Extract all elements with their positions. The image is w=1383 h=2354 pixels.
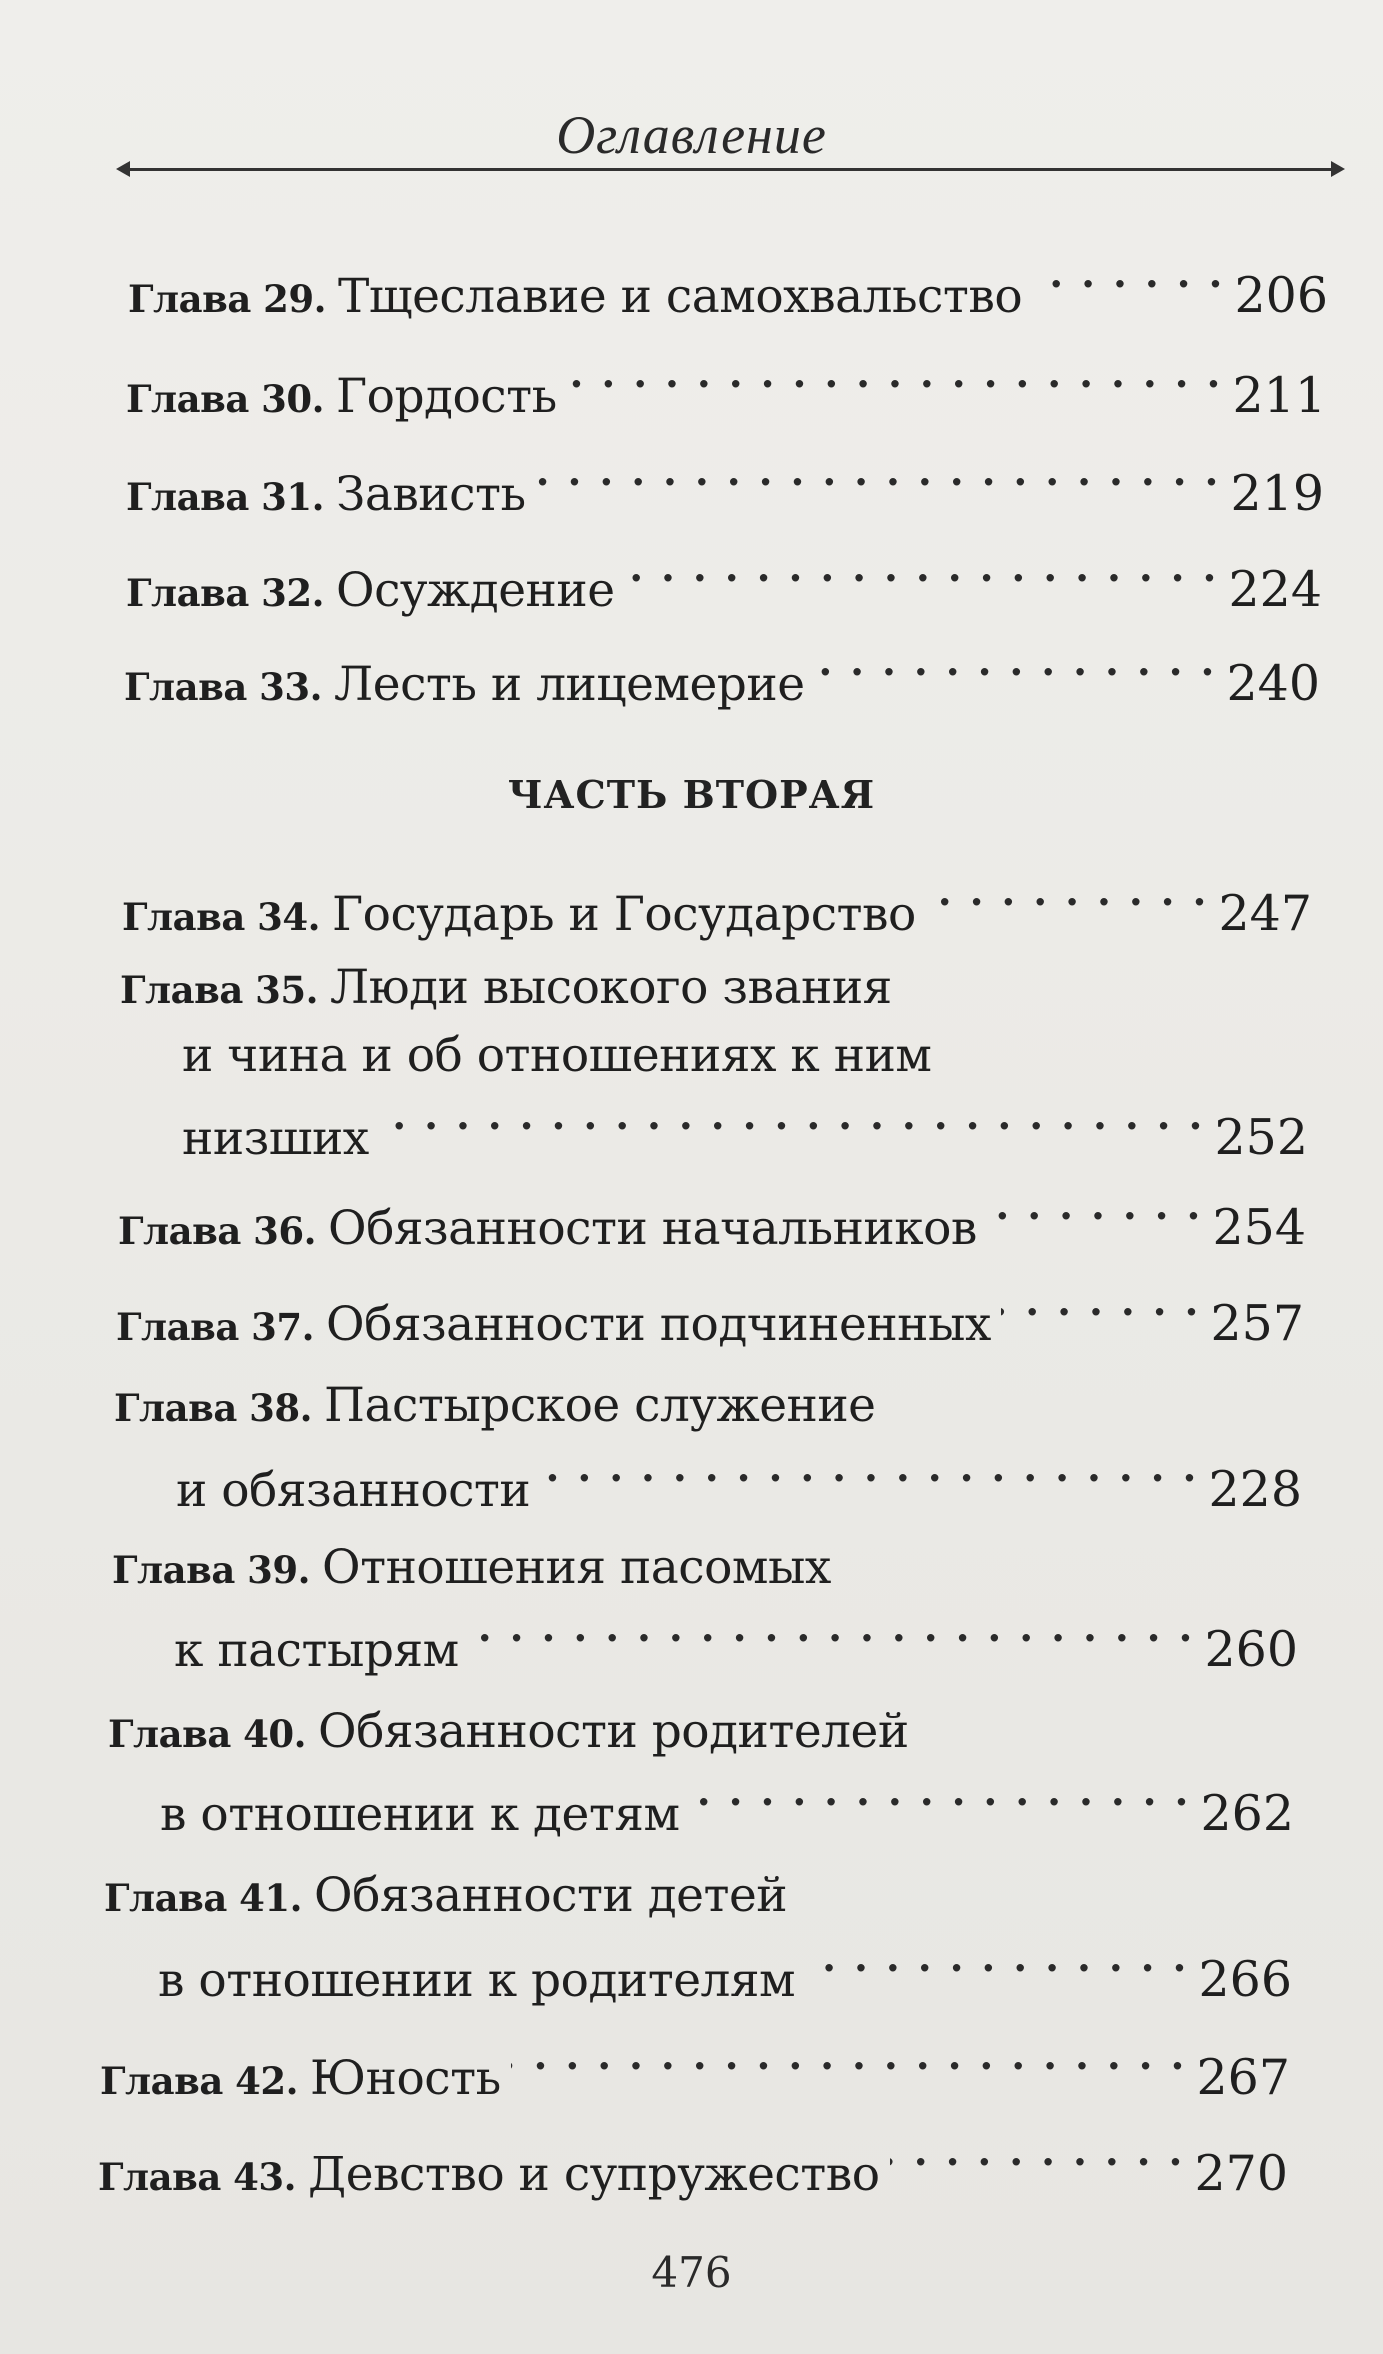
page-number: 476	[651, 2248, 732, 2297]
chapter-label: Глава 39.	[112, 1548, 311, 1592]
chapter-page: 219	[1230, 465, 1324, 522]
toc-entry[interactable]	[100, 2034, 1290, 2111]
dot-leader	[469, 1606, 1195, 1666]
chapter-label: Глава 30.	[126, 377, 325, 421]
chapter-title: Отношения пасомых	[322, 1540, 831, 1595]
chapter-label: Глава 38.	[114, 1386, 313, 1430]
chapter-title: Тщеславие и самохвальство	[338, 269, 1023, 324]
toc-entry-continuation	[176, 1446, 1302, 1521]
chapter-title-continuation: к пастырям	[174, 1623, 459, 1678]
chapter-page: 270	[1194, 2145, 1288, 2202]
chapter-label: Глава 37.	[116, 1305, 315, 1349]
chapter-label: Глава 40.	[108, 1712, 307, 1756]
chapter-page: 266	[1198, 1951, 1292, 2008]
chapter-page: 211	[1232, 367, 1326, 424]
dot-leader	[536, 450, 1221, 510]
chapter-page: 240	[1226, 655, 1320, 712]
toc-entry-continuation	[182, 1026, 1308, 1086]
dot-leader	[690, 1770, 1191, 1830]
chapter-title: Обязанности детей	[314, 1868, 788, 1923]
chapter-page: 252	[1214, 1109, 1308, 1166]
chapter-title: Зависть	[336, 467, 526, 522]
chapter-title: Обязанности подчиненных	[326, 1297, 991, 1352]
chapter-title-continuation: и обязанности	[176, 1463, 531, 1518]
chapter-page: 267	[1196, 2049, 1290, 2106]
dot-leader	[379, 1094, 1205, 1154]
toc-entry[interactable]	[108, 1702, 1296, 1764]
dot-leader	[567, 352, 1223, 412]
toc-entry-continuation	[182, 1094, 1308, 1169]
dot-leader	[805, 1936, 1188, 1996]
dot-leader	[511, 2034, 1187, 2094]
dot-leader	[1032, 252, 1224, 312]
part-heading: ЧАСТЬ ВТОРАЯ	[507, 772, 876, 817]
chapter-label: Глава 31.	[126, 475, 325, 519]
chapter-label: Глава 42.	[100, 2059, 299, 2103]
running-head-title: Оглавление	[556, 105, 827, 165]
chapter-title: Обязанности родителей	[318, 1704, 909, 1759]
dot-leader	[926, 870, 1209, 930]
toc-entry-continuation	[158, 1936, 1292, 2011]
toc-entry[interactable]	[122, 870, 1312, 947]
chapter-label: Глава 41.	[104, 1876, 303, 1920]
toc-entry-continuation	[160, 1770, 1294, 1845]
chapter-page: 224	[1228, 561, 1322, 618]
dot-leader	[540, 1446, 1198, 1506]
chapter-label: Глава 29.	[128, 277, 327, 321]
chapter-title: Обязанности начальников	[328, 1201, 977, 1256]
chapter-label: Глава 36.	[118, 1209, 317, 1253]
chapter-title-continuation: в отношении к детям	[160, 1787, 680, 1842]
chapter-title-continuation: в отношении к родителям	[158, 1953, 796, 2008]
chapter-title-continuation: низших	[182, 1111, 369, 1166]
chapter-page: 260	[1204, 1621, 1298, 1678]
toc-entry[interactable]	[128, 252, 1328, 329]
toc-entry[interactable]	[104, 1866, 1294, 1928]
chapter-title: Юность	[310, 2051, 501, 2106]
chapter-title: Пастырское служение	[324, 1378, 876, 1433]
chapter-title: Государь и Государство	[332, 887, 916, 942]
toc-entry[interactable]	[124, 640, 1320, 717]
chapter-title: Лесть и лицемерие	[334, 657, 805, 712]
toc-entry-continuation	[174, 1606, 1298, 1681]
chapter-title: Гордость	[336, 369, 557, 424]
chapter-page: 247	[1218, 885, 1312, 942]
chapter-title: Девство и супружество	[308, 2147, 880, 2202]
chapter-page: 206	[1234, 267, 1328, 324]
chapter-page: 262	[1200, 1785, 1294, 1842]
chapter-label: Глава 43.	[98, 2155, 297, 2199]
dot-leader	[987, 1184, 1203, 1244]
toc-entry[interactable]	[126, 450, 1324, 527]
dot-leader	[625, 546, 1219, 606]
dot-leader	[815, 640, 1217, 700]
toc-entry[interactable]	[126, 352, 1326, 429]
chapter-label: Глава 35.	[120, 968, 319, 1012]
toc-entry[interactable]	[126, 546, 1322, 623]
chapter-label: Глава 32.	[126, 571, 325, 615]
chapter-page: 228	[1208, 1461, 1302, 1518]
chapter-title: Люди высокого звания	[330, 960, 892, 1015]
chapter-page: 254	[1212, 1199, 1306, 1256]
toc-entry[interactable]	[114, 1376, 1302, 1438]
chapter-title: Осуждение	[336, 563, 615, 618]
chapter-label: Глава 34.	[122, 895, 321, 939]
toc-entry[interactable]	[112, 1538, 1300, 1600]
dot-leader	[1001, 1280, 1201, 1340]
toc-entry[interactable]	[118, 1184, 1306, 1261]
chapter-title-continuation: и чина и об отношениях к ним	[182, 1028, 932, 1083]
dot-leader	[890, 2130, 1185, 2190]
toc-entry[interactable]	[98, 2130, 1288, 2207]
toc-entry[interactable]	[120, 958, 1310, 1020]
chapter-label: Глава 33.	[124, 665, 323, 709]
chapter-page: 257	[1210, 1295, 1304, 1352]
toc-entry[interactable]	[116, 1280, 1304, 1357]
